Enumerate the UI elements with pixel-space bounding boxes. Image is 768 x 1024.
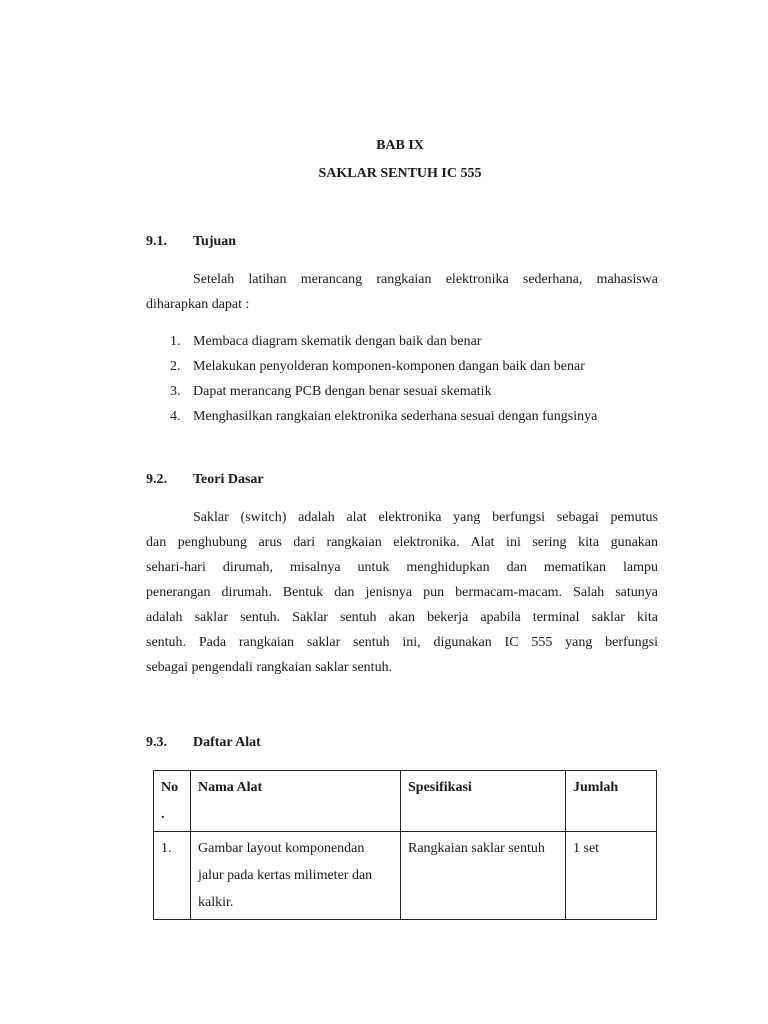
tools-table [153,770,657,920]
table-header-row [154,771,657,832]
objectives-list [170,329,597,429]
list-item: 1. Membaca diagram skematik dengan baik dan benar [170,334,482,349]
cell-nama-alat: Gambar layout komponendan jalur pada kertas milimeter dan kalkir. [191,832,401,920]
paragraph-line: adalah saklar sentuh. Saklar sentuh akan bekerja apabila terminal saklar kita [146,610,658,625]
list-item: 4. Menghasilkan rangkaian elektronika sederhana sesuai dengan fungsinya [170,409,598,424]
paragraph-line: sehari-hari dirumah, misalnya untuk menghidupkan dan mematikan lampu [146,560,658,575]
paragraph-line: sebagai pengendali rangkaian saklar sentuh. [146,660,393,675]
section-2-number: 9.2. [146,472,167,487]
cell-jumlah: 1 set [566,832,657,920]
chapter-label: BAB IX [376,138,424,153]
cell-spesifikasi: Rangkaian saklar sentuh [401,832,566,920]
chapter-title: SAKLAR SENTUH IC 555 [318,166,482,181]
paragraph-line: sentuh. Pada rangkaian saklar sentuh ini, digunakan IC 555 yang berfungsi [146,635,658,650]
section-3-number: 9.3. [146,735,167,750]
section-3-title: Daftar Alat [193,735,261,750]
header-nama-alat: Nama Alat [191,771,401,832]
header-jumlah: Jumlah [566,771,657,832]
table-row [154,832,657,920]
list-item: 2. Melakukan penyolderan komponen-komponen dangan baik dan benar [170,359,585,374]
header-no: No . [154,771,191,832]
intro-line: Setelah latihan merancang rangkaian elektronika sederhana, mahasiswa [193,272,658,287]
paragraph-line: Saklar (switch) adalah alat elektronika yang berfungsi sebagai pemutus [193,510,658,525]
header-spesifikasi: Spesifikasi [401,771,566,832]
section-2-paragraph [146,505,658,680]
list-item: 3. Dapat merancang PCB dengan benar sesuai skematik [170,384,492,399]
section-1-title: Tujuan [193,234,237,249]
section-1-intro [146,267,658,317]
paragraph-line: dan penghubung arus dari rangkaian elektronika. Alat ini sering kita gunakan [146,535,658,550]
cell-no: 1. [154,832,191,920]
paragraph-line: penerangan dirumah. Bentuk dan jenisnya pun bermacam-macam. Salah satunya [146,585,658,600]
section-2-title: Teori Dasar [193,472,264,487]
intro-line: diharapkan dapat : [146,297,250,312]
section-1-number: 9.1. [146,234,167,249]
